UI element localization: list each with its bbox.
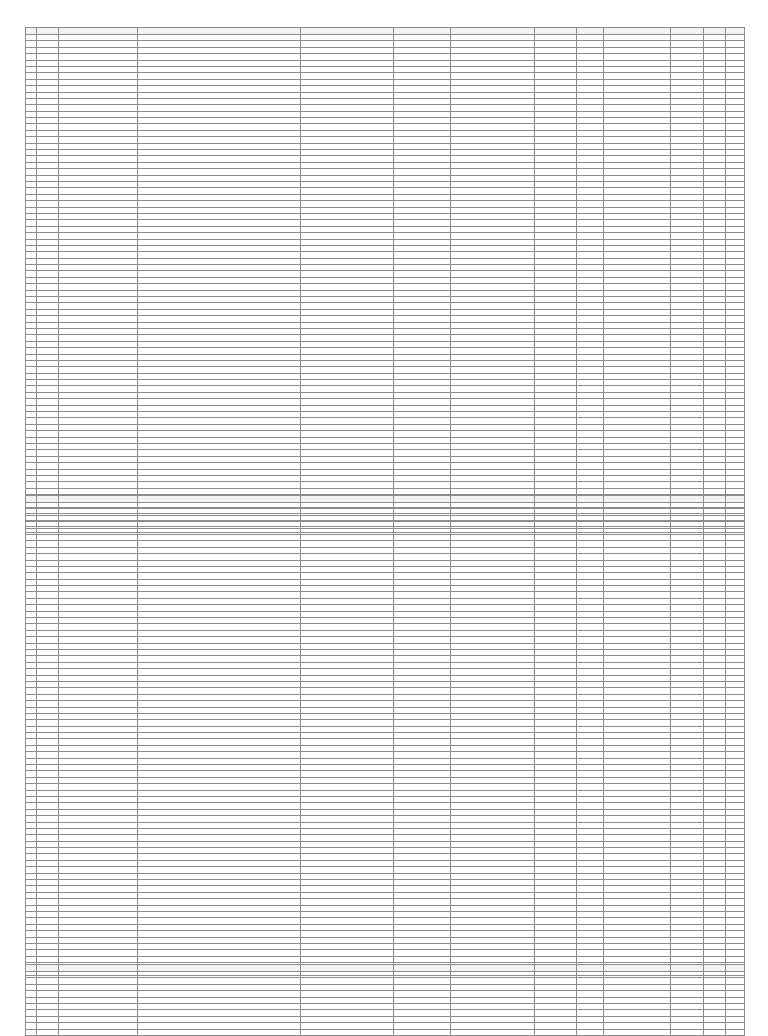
column-header	[138, 28, 301, 35]
data-table	[25, 964, 745, 1036]
column-header	[138, 496, 301, 503]
column-header	[726, 965, 745, 972]
column-header	[577, 28, 604, 35]
column-header	[37, 965, 59, 972]
column-header	[394, 496, 451, 503]
column-header	[671, 496, 704, 503]
header-row	[26, 28, 745, 35]
column-header	[26, 28, 37, 35]
column-header	[704, 496, 726, 503]
sheet-page-3	[25, 964, 744, 1036]
email-cell[interactable]	[604, 1029, 671, 1035]
column-header	[37, 28, 59, 35]
column-header	[451, 965, 535, 972]
table-cell	[451, 1029, 535, 1035]
header-row	[26, 965, 745, 972]
column-header	[577, 496, 604, 503]
column-header	[577, 965, 604, 972]
column-header	[671, 28, 704, 35]
table-row	[26, 1029, 745, 1035]
table-cell	[394, 1029, 451, 1035]
column-header	[26, 965, 37, 972]
table-cell	[138, 1029, 301, 1035]
column-header	[26, 496, 37, 503]
data-table	[25, 27, 745, 533]
column-header	[535, 28, 577, 35]
column-header	[59, 496, 138, 503]
column-header	[726, 28, 745, 35]
column-header	[704, 965, 726, 972]
table-cell	[301, 1029, 394, 1035]
column-header	[301, 28, 394, 35]
column-header	[726, 496, 745, 503]
column-header	[37, 496, 59, 503]
column-header	[394, 28, 451, 35]
column-header	[451, 28, 535, 35]
column-header	[604, 965, 671, 972]
table-cell	[704, 1029, 726, 1035]
column-header	[704, 28, 726, 35]
column-header	[451, 496, 535, 503]
table-cell	[535, 1029, 577, 1035]
table-cell	[577, 1029, 604, 1035]
table-cell	[59, 1029, 138, 1035]
column-header	[604, 496, 671, 503]
column-header	[535, 965, 577, 972]
column-header	[604, 28, 671, 35]
column-header	[301, 496, 394, 503]
table-cell	[671, 1029, 704, 1035]
column-header	[535, 496, 577, 503]
column-header	[59, 965, 138, 972]
column-header	[671, 965, 704, 972]
table-cell	[37, 1029, 59, 1035]
data-table	[25, 495, 745, 976]
table-cell	[726, 1029, 745, 1035]
sheet-page-2	[25, 495, 744, 976]
column-header	[138, 965, 301, 972]
column-header	[59, 28, 138, 35]
table-cell	[26, 1029, 37, 1035]
column-header	[394, 965, 451, 972]
sheet-page-1	[25, 27, 744, 533]
header-row	[26, 496, 745, 503]
column-header	[301, 965, 394, 972]
